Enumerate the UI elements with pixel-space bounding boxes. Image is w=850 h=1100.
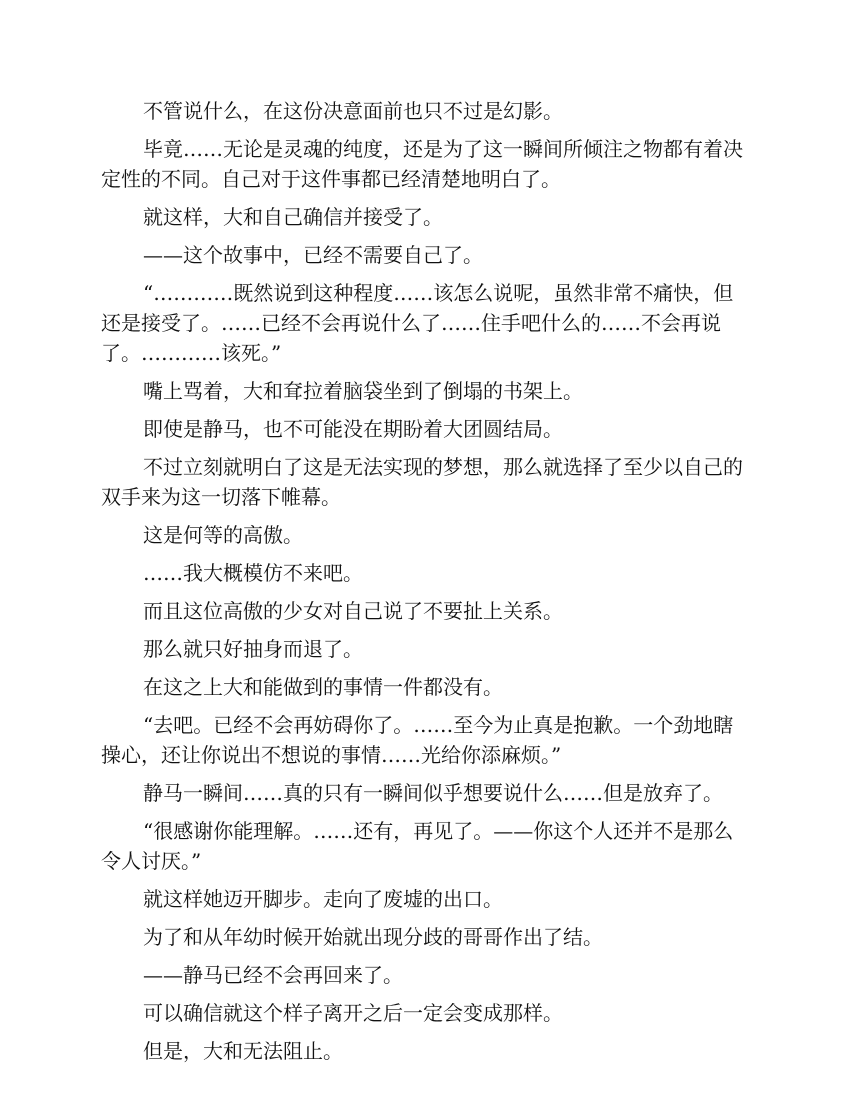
paragraph: 就这样，大和自己确信并接受了。 [143, 205, 443, 229]
paragraph: 嘴上骂着，大和耷拉着脑袋坐到了倒塌的书架上。 [143, 379, 583, 403]
paragraph: ——静马已经不会再回来了。 [143, 963, 403, 987]
paragraph: 静马一瞬间……真的只有一瞬间似乎想要说什么……但是放弃了。 [143, 781, 723, 805]
paragraph: “…………既然说到这种程度……该怎么说呢，虽然非常不痛快，但还是接受了。……已经不会再说什么了……住手吧什么的……不会再说了。…………该死。” [101, 281, 734, 365]
body-text [101, 96, 749, 1074]
paragraph: 而且这位高傲的少女对自己说了不要扯上关系。 [143, 599, 563, 623]
paragraph: 不管说什么，在这份决意面前也只不过是幻影。 [143, 99, 563, 123]
paragraph: 可以确信就这个样子离开之后一定会变成那样。 [143, 1001, 563, 1025]
paragraph: 即使是静马，也不可能没在期盼着大团圆结局。 [143, 417, 563, 441]
paragraph: 在这之上大和能做到的事情一件都没有。 [143, 675, 503, 699]
paragraph: 但是，大和无法阻止。 [143, 1039, 343, 1063]
paragraph: 毕竟……无论是灵魂的纯度，还是为了这一瞬间所倾注之物都有着决定性的不同。自己对于这件事都已经清楚地明白了。 [101, 137, 743, 191]
paragraph: ……我大概模仿不来吧。 [143, 561, 363, 585]
paragraph: 那么就只好抽身而退了。 [143, 637, 363, 661]
paragraph: “很感谢你能理解。……还有，再见了。——你这个人还并不是那么令人讨厌。” [101, 819, 734, 873]
paragraph: 这是何等的高傲。 [143, 523, 303, 547]
paragraph: 为了和从年幼时候开始就出现分歧的哥哥作出了结。 [143, 925, 603, 949]
paragraph: “去吧。已经不会再妨碍你了。……至今为止真是抱歉。一个劲地瞎操心，还让你说出不想说的事情……光给你添麻烦。” [101, 713, 734, 767]
paragraph: 不过立刻就明白了这是无法实现的梦想，那么就选择了至少以自己的双手来为这一切落下帷幕。 [101, 455, 743, 509]
paragraph: ——这个故事中，已经不需要自己了。 [143, 243, 483, 267]
paragraph: 就这样她迈开脚步。走向了废墟的出口。 [143, 887, 503, 911]
